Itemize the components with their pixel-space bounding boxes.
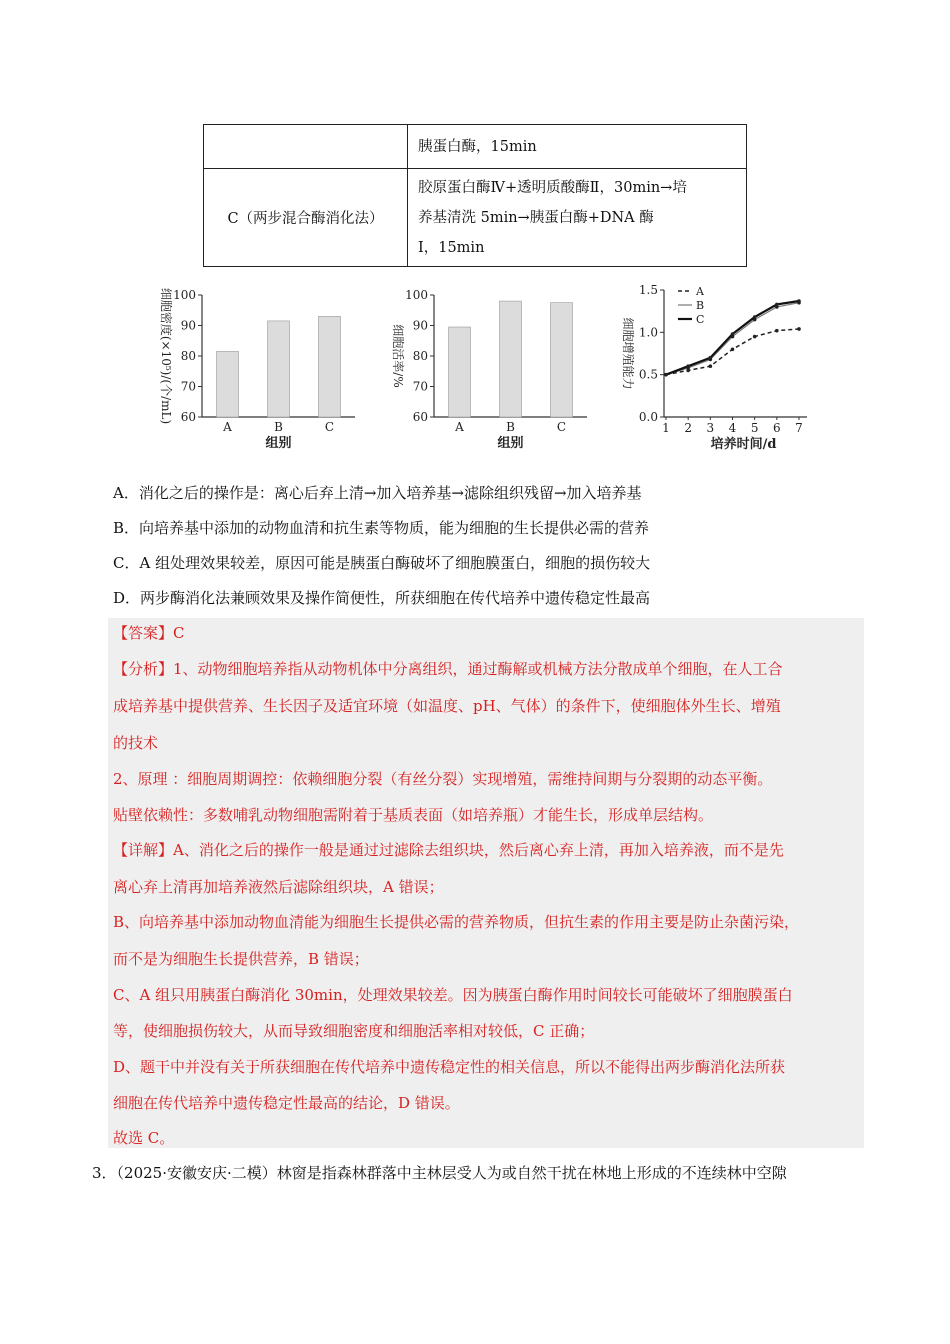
x-tick-label: 2	[684, 421, 692, 435]
option-d: D．两步酶消化法兼顾效果及操作简便性，所获细胞在传代培养中遗传稳定性最高	[113, 589, 651, 607]
option-c: C．A 组处理效果较差，原因可能是胰蛋白酶破坏了细胞膜蛋白，细胞的损伤较大	[113, 554, 651, 572]
y-tick-label: 60	[412, 410, 428, 424]
cell-viability-chart	[382, 272, 597, 457]
x-tick-label: 5	[750, 421, 759, 435]
y-tick-label: 80	[180, 349, 196, 363]
y-tick-label: 90	[412, 318, 428, 333]
option-b: B．向培养基中添加的动物血清和抗生素等物质，能为细胞的生长提供必需的营养	[113, 519, 650, 537]
analysis-line: 贴壁依赖性：多数哺乳动物细胞需附着于基质表面（如培养瓶）才能生长，形成单层结构。	[113, 806, 714, 824]
data-point	[775, 303, 779, 307]
method-line: 胰蛋白酶，15min	[418, 138, 537, 155]
conclusion-line: 故选 C。	[113, 1129, 175, 1147]
y-tick-label: 80	[412, 349, 428, 363]
method-line: 胶原蛋白酶Ⅳ+透明质酸酶Ⅱ，30min→培	[418, 179, 687, 196]
series-line-B	[666, 303, 799, 375]
table-row	[204, 125, 747, 169]
data-point	[664, 373, 668, 377]
analysis-line: 的技术	[113, 734, 159, 752]
detail-line: B、向培养基中添加动物血清能为细胞生长提供必需的营养物质，但抗生素的作用主要是防止杂菌污染，	[113, 913, 800, 931]
bar	[217, 351, 239, 417]
detail-line: D、题干中并没有关于所获细胞在传代培养中遗传稳定性的相关信息，所以不能得出两步酶消化法所获	[113, 1058, 786, 1076]
method-line: 养基清洗 5min→胰蛋白酶+DNA 酶	[418, 209, 654, 226]
legend-label: A	[696, 285, 704, 298]
bar	[500, 301, 522, 417]
data-point	[731, 332, 735, 336]
data-point	[797, 327, 801, 331]
analysis-line: 成培养基中提供营养、生长因子及适宜环境（如温度、pH、气体）的条件下，使细胞体外生长、增殖	[113, 697, 781, 715]
detail-line: 等，使细胞损伤较大，从而导致细胞密度和细胞活率相对较低，C 正确；	[113, 1022, 595, 1040]
x-axis-title: 培养时间/d	[710, 437, 777, 452]
y-tick-label: 1.0	[638, 325, 658, 340]
table-cell-method	[408, 125, 747, 169]
bar	[449, 327, 471, 417]
data-point	[753, 315, 757, 319]
y-tick-label: 90	[180, 318, 196, 333]
x-tick-label: B	[506, 420, 515, 434]
data-point	[731, 347, 735, 351]
table-cell-group: C（两步混合酶消化法）	[204, 169, 408, 267]
data-point	[686, 364, 690, 368]
y-tick-label: 0.5	[638, 367, 658, 382]
data-point	[709, 356, 713, 360]
legend-label: C	[696, 313, 705, 326]
y-axis-title: 细胞密度(×10⁵)/(个/mL)	[159, 287, 173, 425]
analysis-line: 【分析】1、动物细胞培养指从动物机体中分离组织，通过酶解或机械方法分散成单个细胞，在人工合	[113, 660, 783, 678]
method-table	[203, 124, 747, 267]
y-axis-title: 细胞活率/%	[391, 324, 405, 388]
y-axis-title: 细胞增殖能力	[621, 317, 635, 390]
y-tick-label: 0.0	[638, 410, 658, 424]
question-3: 3．（2025·安徽安庆·二模）林窗是指森林群落中主林层受人为或自然干扰在林地上形成的不连续林中空隙	[92, 1164, 787, 1182]
table-cell-method	[408, 169, 747, 267]
x-tick-label: 4	[728, 421, 737, 435]
bar	[268, 321, 290, 417]
x-tick-label: 7	[795, 421, 803, 435]
answer-line: 【答案】C	[113, 624, 185, 642]
detail-line: 离心弃上清再加培养液然后滤除组织块，A 错误；	[113, 878, 444, 896]
data-point	[775, 329, 779, 333]
x-tick-label: C	[556, 420, 567, 434]
legend-label: B	[696, 299, 705, 312]
data-point	[753, 335, 757, 339]
table-cell-group	[204, 125, 408, 169]
method-line: I，15min	[418, 239, 485, 256]
option-a: A．消化之后的操作是：离心后弃上清→加入培养基→滤除组织残留→加入培养基	[113, 484, 642, 502]
y-tick-label: 100	[173, 288, 196, 302]
x-tick-label: A	[223, 420, 232, 434]
x-tick-label: 3	[706, 421, 715, 435]
y-tick-label: 70	[412, 379, 428, 394]
detail-line: C、A 组只用胰蛋白酶消化 30min，处理效果较差。因为胰蛋白酶作用时间较长可能破坏了细胞膜蛋白	[113, 986, 793, 1004]
bar	[551, 303, 573, 417]
x-tick-label: 6	[773, 421, 781, 435]
x-tick-label: 1	[662, 421, 670, 435]
analysis-line: 2、原理 ：细胞周期调控：依赖细胞分裂（有丝分裂）实现增殖，需维持间期与分裂期的动态平衡。	[113, 770, 773, 788]
data-point	[797, 299, 801, 303]
table-row	[204, 169, 747, 267]
detail-line: 而不是为细胞生长提供营养，B 错误；	[113, 950, 369, 968]
x-tick-label: C	[324, 420, 335, 434]
cell-density-chart	[150, 272, 365, 457]
y-tick-label: 60	[180, 410, 196, 424]
y-tick-label: 70	[180, 379, 196, 394]
x-axis-title: 组别	[497, 436, 524, 451]
x-tick-label: A	[455, 420, 464, 434]
y-tick-label: 1.5	[638, 283, 658, 297]
x-tick-label: B	[274, 420, 283, 434]
bar	[319, 316, 341, 417]
detail-line: 细胞在传代培养中遗传稳定性最高的结论，D 错误。	[113, 1094, 460, 1112]
cell-proliferation-chart	[612, 272, 817, 457]
x-axis-title: 组别	[265, 436, 292, 451]
y-tick-label: 100	[405, 288, 428, 302]
data-point	[709, 364, 713, 368]
detail-line: 【详解】A、消化之后的操作一般是通过过滤除去组织块，然后离心弃上清，再加入培养液，而不是先	[113, 841, 784, 859]
